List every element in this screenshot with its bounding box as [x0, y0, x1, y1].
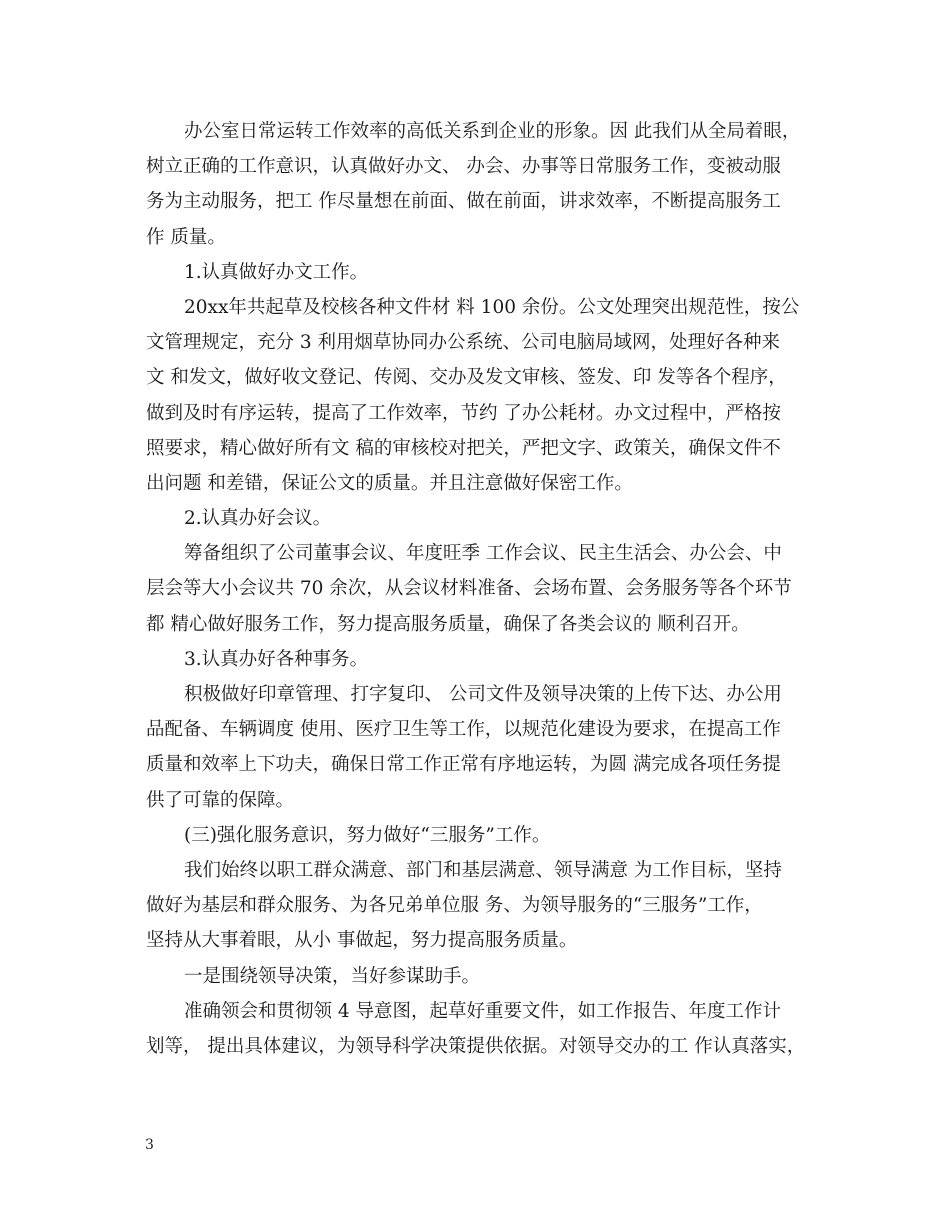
text-line: 20xx年共起草及校核各种文件材 料 100 余份。公文处理突出规范性，按公	[184, 296, 800, 318]
page-number: 3	[145, 1137, 154, 1153]
body-text	[146, 114, 826, 1064]
text-line: 3.认真办好各种事务。	[184, 648, 369, 670]
text-line: 一是围绕领导决策，当好参谋助手。	[184, 965, 481, 987]
text-line: 2.认真办好会议。	[184, 508, 332, 530]
text-line: 照要求，精心做好所有文 稿的审核校对把关，严把文字、政策关，确保文件不	[146, 437, 781, 459]
text-line: 我们始终以职工群众满意、部门和基层满意、领导满意 为工作目标，坚持	[184, 859, 782, 881]
text-line: 做好为基层和群众服务、为各兄弟单位服 务、为领导服务的“三服务”工作，	[146, 895, 763, 917]
text-line: 文 和发文，做好收文登记、传阅、交办及发文审核、签发、印 发等各个程序，	[146, 367, 787, 389]
text-line: 划等， 提出具体建议，为领导科学决策提供依据。对领导交办的工 作认真落实，	[146, 1035, 806, 1057]
text-line: 作 质量。	[146, 226, 226, 248]
text-line: 办公室日常运转工作效率的高低关系到企业的形象。因 此我们从全局着眼，	[184, 121, 801, 142]
text-line: 都 精心做好服务工作，努力提高服务质量，确保了各类会议的 顺利召开。	[146, 613, 750, 635]
text-line: 层会等大小会议共 70 余次，从会议材料准备、会场布置、会务服务等各个环节	[146, 578, 792, 600]
text-line: 1.认真做好办文工作。	[184, 261, 369, 283]
text-line: 文管理规定，充分 3 利用烟草协同办公系统、公司电脑局域网，处理好各种来	[146, 332, 781, 354]
text-line: 务为主动服务，把工 作尽量想在前面、做在前面，讲求效率，不断提高服务工	[146, 191, 781, 213]
text-line: 准确领会和贯彻领 4 导意图，起草好重要文件，如工作报告、年度工作计	[184, 1000, 782, 1022]
text-line: 积极做好印章管理、打字复印、 公司文件及领导决策的上传下达、办公用	[184, 684, 782, 705]
text-line: 出问题 和差错，保证公文的质量。并且注意做好保密工作。	[146, 472, 633, 494]
text-line: 质量和效率上下功夫，确保日常工作正常有序地运转，为圆 满完成各项任务提	[146, 754, 781, 776]
text-line: 品配备、车辆调度 使用、医疗卫生等工作，以规范化建设为要求，在提高工作	[146, 719, 781, 741]
text-line: (三)强化服务意识，努力做好“三服务”工作。	[184, 824, 551, 846]
text-line: 筹备组织了公司董事会议、年度旺季 工作会议、民主生活会、办公会、中	[184, 543, 782, 565]
text-line: 坚持从大事着眼，从小 事做起，努力提高服务质量。	[146, 930, 578, 952]
text-line: 供了可靠的保障。	[146, 789, 295, 811]
text-line: 树立正确的工作意识，认真做好办文、 办会、办事等日常服务工作，变被动服	[146, 156, 781, 178]
text-line: 做到及时有序运转，提高了工作效率，节约 了办公耗材。办文过程中，严格按	[146, 402, 781, 424]
